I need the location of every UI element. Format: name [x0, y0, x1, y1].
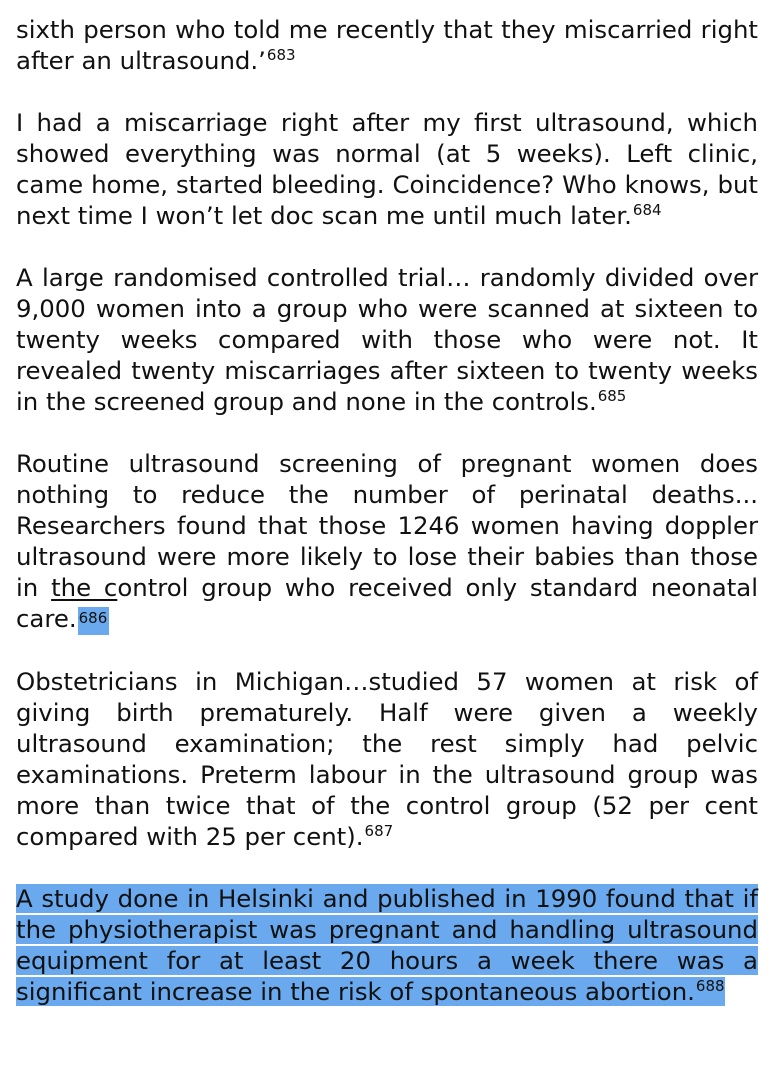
- paragraph-quote-683: [16, 14, 758, 76]
- document-page: [16, 14, 758, 1007]
- paragraph-quote-684: [16, 107, 758, 231]
- paragraph-quote-687: [16, 666, 758, 852]
- paragraph-quote-688-highlighted[interactable]: [16, 883, 758, 1007]
- paragraph-text: A study done in Helsinki and published in 1990 found that if the physiotherapist was pregnant and handling ultrasound equipment for at least 20 hours a week there was a significant increase in the risk of spontaneous abortion.: [16, 884, 758, 1006]
- footnote-marker-688[interactable]: 688: [695, 976, 725, 995]
- paragraph-text: Obstetricians in Michigan…studied 57 women at risk of giving birth prematurely. Half were given a weekly ultrasound examination; the rest simply had pelvic examinations. Preterm labour in the ultrasound group was more than twice that of the control group (52 per cent compared with 25 per cent).: [16, 667, 758, 851]
- paragraph-text: A large randomised controlled trial… randomly divided over 9,000 women into a group who were scanned at sixteen to twenty weeks compared with those who were not. It revealed twenty miscarriages after sixteen to twenty weeks in the screened group and none in the controls.: [16, 263, 758, 416]
- paragraph-quote-685: [16, 262, 758, 417]
- footnote-marker-686-highlighted[interactable]: 686: [78, 607, 110, 635]
- underlined-text: the c: [51, 573, 118, 602]
- paragraph-text-before: Routine ultrasound screening of pregnant women does nothing to reduce the number of perinatal deaths... Researchers found that those 1246 women having doppler ultrasound were more likely to lose their babies than those in: [16, 449, 758, 602]
- paragraph-text: I had a miscarriage right after my first ultrasound, which showed everything was normal (at 5 weeks). Left clinic, came home, started bleeding. Coincidence? Who knows, but next time I won’t let doc scan me until much later.: [16, 108, 758, 230]
- footnote-marker-684[interactable]: 684: [632, 200, 662, 219]
- footnote-marker-687[interactable]: 687: [364, 821, 394, 840]
- paragraph-text-after: ontrol group who received only standard neonatal care.: [16, 573, 758, 633]
- paragraph-text: sixth person who told me recently that they miscarried right after an ultrasound.’: [16, 15, 758, 75]
- footnote-marker-683[interactable]: 683: [266, 45, 296, 64]
- footnote-marker-685[interactable]: 685: [597, 386, 627, 405]
- highlighted-selection[interactable]: [16, 884, 758, 1006]
- paragraph-quote-686: [16, 448, 758, 635]
